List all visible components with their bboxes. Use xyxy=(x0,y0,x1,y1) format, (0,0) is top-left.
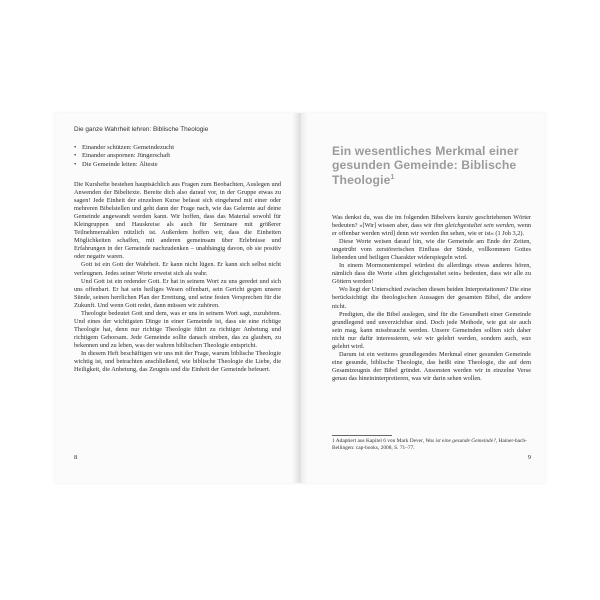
right-body-text xyxy=(332,214,531,383)
paragraph: Was denkst du, was die im folgenden Bibelvers kursiv geschriebenen Wörter bedeuten? »[Wir] wissen aber, dass wir ihm gleichgestaltet sein werden, wenn er offenbar werden wird] denn wir werden ihn sehen, wie er ist« (1 Joh 3,2). xyxy=(332,214,531,238)
footnote-divider xyxy=(332,435,392,436)
left-page xyxy=(55,113,300,483)
book-gutter xyxy=(292,113,308,483)
paragraph: In diesem Heft beschäftigen wir uns mit der Frage, warum biblische Theologie wichtig ist, und betrachten anschließend, wie biblische Theologie die Liebe, die Heiligkeit, die Anbetung, das Zeugnis und die Einheit der Gemeinde befeuert. xyxy=(74,349,281,374)
paragraph: Theologie bedeutet Gott und dem, was er uns in seinem Wort sagt, zuzuhören. Und eines der wichtigsten Dinge in einer Gemeinde ist, dass sie eine richtige Theologie hat, denn nur richtige Theologie führt zu richtiger Anbetung und richtigem Gehorsam. Jede Gemeinde sollte danach streben, das zu glauben, zu bekennen und zu leben, was der wahren biblischen Theologie entspricht. xyxy=(74,309,281,349)
topic-item: • Einander anspornen: Jüngerschaft xyxy=(74,152,284,160)
paragraph: Predigten, die die Bibel auslegen, sind für die Gesundheit einer Gemeinde grundlegend und unverzichtbar sind. Doch jede Methode, wie gut sie auch sein mag, kann missbraucht werden. Unsere Gemeinden sollten sich daher nicht nur dafür interessieren, wie wir gelehrt werden, sondern auch, was gelehrt wird. xyxy=(332,310,532,350)
paragraph: Die Kurshefte bestehen hauptsächlich aus Fragen zum Beobachten, Auslegen und Anwenden der Bibeltexte. Bereite dich also darauf vor, in der Gruppe etwas zu sagen! Jede Einheit der einzelnen Kurse befasst sich eingehend mit einer oder mehreren Bibelstellen und geht dann der Frage nach, wie das Gelernte auf deine Gemeinde angewandt werden kann. Wir hoffen, dass das Material sowohl für Kleingruppen und Hauskreise als auch für Seminare mit größerer Teilnehmerzahlen nützlich ist. Außerdem hoffen wir, dass die Einheiten Möglichkeiten schaffen, mit anderen gemeinsam über Erlebnisse und Erfahrungen in der Gemeinde nachzudenken – unabhängig davon, ob sie positiv oder negativ waren. xyxy=(74,181,281,261)
paragraph: In einem Mormonentempel würdest du allerdings etwas anderes hören, nämlich dass die Worte »ihm gleichgestaltet sein« bedeuten, dass wir alle zu Göttern werden! xyxy=(332,262,531,286)
open-book xyxy=(55,113,545,483)
topic-list xyxy=(74,144,284,169)
page-number: 9 xyxy=(527,454,531,461)
right-page xyxy=(300,113,545,483)
paragraph: Wo liegt der Unterschied zwischen diesen beiden Interpretationen? Die eine berücksichtigt die theologischen Aussagen der gesamten Bibel, die andere nicht. xyxy=(332,286,531,310)
running-head: Die ganze Wahrheit lehren: Biblische Theologie xyxy=(74,126,209,133)
paragraph: Diese Worte weisen darauf hin, wie die Gemeinde am Ende der Zeiten, ungetrübt vom zerstörerischen Einfluss der Sünde, vollkommen Gottes liebenden und heiligen Charakter widerspiegeln wird. xyxy=(332,238,531,262)
topic-item: • Einander schützen: Gemeindezucht xyxy=(74,144,284,152)
paragraph: Und Gott ist ein redender Gott. Er hat in seinem Wort zu uns geredet und sich uns offenbart. Er hat sein heiliges Wesen offenbart, sein Gericht gegen unsere Sünde, seinen herrlichen Plan der Errettung, und seine festen Versprechen für die Zukunft. Und wenn Gott redet, dann müssen wir zuhören. xyxy=(74,277,281,309)
paragraph: Darum ist ein weiteres grundlegendes Merkmal einer gesunden Gemeinde eine gesunde, biblische Theologie, das heißt eine Theologie, die auf dem Gesamtzeugnis der Bibel gründet. Ansonsten werden wir in einzelne Verse genau das hineininterpretieren, was wir darin sehen wollen. xyxy=(332,350,531,382)
topic-item: • Die Gemeinde leiten: Älteste xyxy=(74,161,284,169)
paragraph: Gott ist ein Gott der Wahrheit. Er kann nicht lügen. Er kann sich selbst nicht verleugnen. Jedes seiner Worte erweist sich als wahr. xyxy=(74,261,281,277)
footnote: 1 Adaptiert aus Kapitel 6 von Mark Dever, Was ist eine gesunde Gemeinde?, Hainer-bach-Bellingen: cap-books, 2008, S. 71–77. xyxy=(332,438,527,451)
left-body-text xyxy=(74,181,281,374)
chapter-title xyxy=(332,144,537,187)
chapter-title-text: Ein wesentliches Merkmal einer gesunden Gemeinde: Biblische Theologie xyxy=(332,144,519,187)
page-number: 8 xyxy=(74,454,78,461)
footnote-marker: 1 xyxy=(390,173,395,181)
